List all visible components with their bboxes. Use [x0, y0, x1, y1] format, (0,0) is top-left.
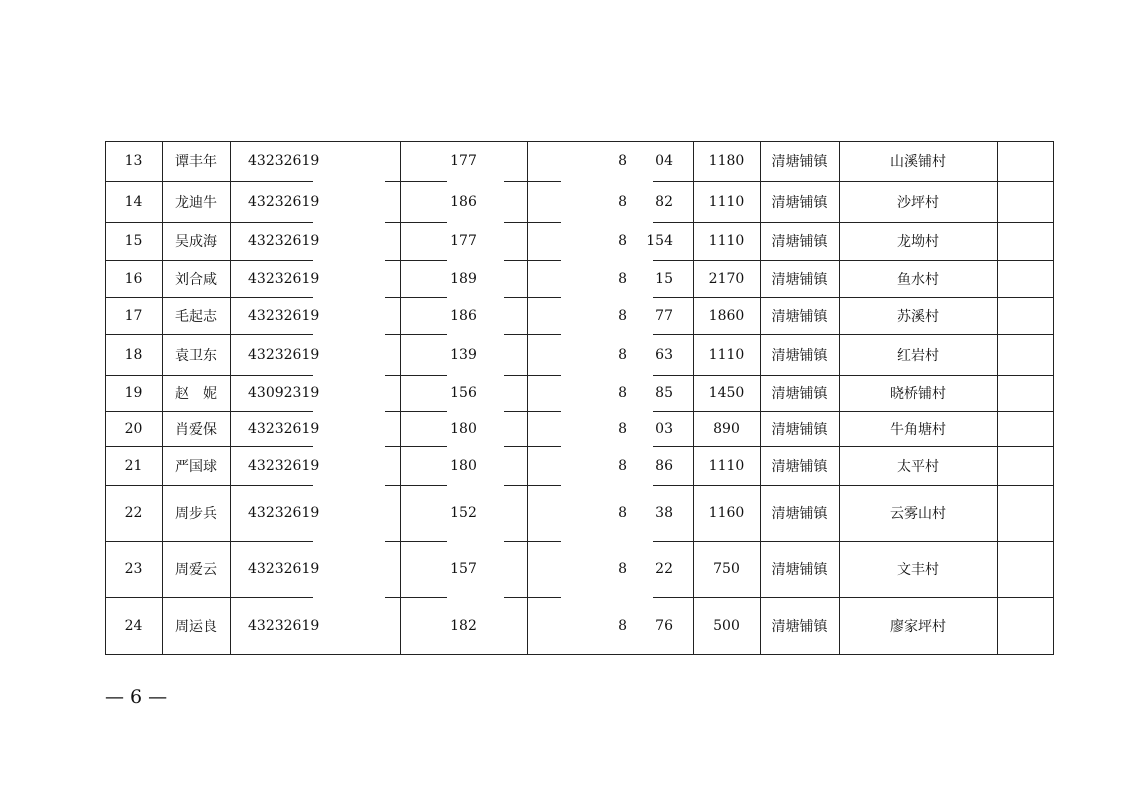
cell-id: 43232619: [248, 420, 320, 437]
cell-a: 177: [450, 153, 477, 169]
cell-name: 龙迪牛: [175, 194, 217, 211]
cell-village: 云雾山村: [890, 506, 946, 522]
cell-b: 8: [618, 346, 627, 363]
cell-no: 14: [124, 193, 143, 210]
cell-d: 1160: [708, 505, 745, 521]
cell-b: 8: [618, 233, 627, 249]
cell-no: 15: [124, 233, 143, 249]
cell-town: 清塘铺镇: [771, 458, 828, 475]
cell-c: 82: [655, 193, 673, 210]
cell-id: 43232619: [248, 617, 320, 634]
cell-no: 18: [124, 346, 143, 363]
cell-c: 85: [655, 385, 673, 401]
cell-name: 周爱云: [175, 562, 217, 578]
cell-b: 8: [618, 385, 627, 401]
cell-no: 21: [124, 457, 143, 474]
cell-c: 154: [646, 233, 673, 249]
cell-a: 186: [450, 307, 477, 324]
cell-b: 8: [618, 193, 627, 210]
cell-d: 1110: [708, 193, 745, 210]
cell-c: 63: [655, 346, 673, 363]
cell-village: 廖家坪村: [890, 618, 946, 635]
cell-id: 43232619: [248, 193, 320, 210]
cell-village: 牛角塘村: [890, 421, 946, 438]
cell-no: 24: [124, 617, 143, 634]
cell-no: 19: [124, 385, 143, 401]
page-number: — 6 —: [105, 686, 168, 708]
cell-d: 1110: [708, 346, 745, 363]
cell-d: 890: [713, 420, 740, 437]
cell-village: 苏溪村: [897, 308, 939, 325]
cell-c: 15: [655, 270, 673, 287]
cell-name: 周运良: [175, 618, 217, 635]
cell-id: 43232619: [248, 233, 320, 249]
cell-village: 沙坪村: [897, 194, 939, 211]
cell-a: 177: [450, 233, 477, 249]
cell-c: 22: [655, 561, 673, 577]
cell-town: 清塘铺镇: [771, 234, 828, 250]
cell-b: 8: [618, 420, 627, 437]
cell-village: 鱼水村: [897, 271, 939, 288]
cell-no: 13: [124, 153, 143, 169]
cell-b: 8: [618, 153, 627, 169]
cell-village: 龙坳村: [897, 234, 939, 250]
column-divider: [997, 141, 998, 654]
cell-village: 文丰村: [897, 562, 939, 578]
cell-no: 20: [124, 420, 143, 437]
cell-d: 1860: [708, 307, 745, 324]
cell-b: 8: [618, 270, 627, 287]
cell-c: 76: [655, 617, 673, 634]
cell-c: 77: [655, 307, 673, 324]
cell-town: 清塘铺镇: [771, 562, 828, 578]
cell-d: 2170: [708, 270, 745, 287]
cell-no: 22: [124, 505, 143, 521]
cell-d: 750: [713, 561, 740, 577]
cell-no: 16: [124, 270, 143, 287]
cell-town: 清塘铺镇: [771, 618, 828, 635]
cell-town: 清塘铺镇: [771, 386, 828, 402]
cell-b: 8: [618, 457, 627, 474]
cell-name: 袁卫东: [175, 347, 217, 364]
cell-d: 1110: [708, 233, 745, 249]
cell-name: 毛起志: [175, 308, 217, 325]
cell-b: 8: [618, 561, 627, 577]
cell-d: 500: [713, 617, 740, 634]
cell-town: 清塘铺镇: [771, 271, 828, 288]
cell-b: 8: [618, 617, 627, 634]
cell-town: 清塘铺镇: [771, 308, 828, 325]
cell-a: 180: [450, 420, 477, 437]
cell-a: 139: [450, 346, 477, 363]
cell-id: 43232619: [248, 270, 320, 287]
cell-village: 太平村: [897, 458, 939, 475]
cell-a: 156: [450, 385, 477, 401]
cell-name: 刘合咸: [175, 271, 217, 288]
cell-town: 清塘铺镇: [771, 194, 828, 211]
cell-village: 红岩村: [897, 347, 939, 364]
cell-id: 43232619: [248, 153, 320, 169]
cell-name: 肖爱保: [175, 421, 217, 438]
cell-a: 157: [450, 561, 477, 577]
cell-id: 43232619: [248, 505, 320, 521]
cell-name: 严国球: [175, 458, 217, 475]
cell-id: 43232619: [248, 346, 320, 363]
cell-id: 43232619: [248, 307, 320, 324]
cell-id: 43232619: [248, 457, 320, 474]
cell-town: 清塘铺镇: [771, 154, 828, 170]
cell-id: 43092319: [248, 385, 320, 401]
cell-town: 清塘铺镇: [771, 421, 828, 438]
cell-town: 清塘铺镇: [771, 506, 828, 522]
cell-village: 山溪铺村: [890, 154, 946, 170]
cell-town: 清塘铺镇: [771, 347, 828, 364]
cell-a: 152: [450, 505, 477, 521]
cell-c: 03: [655, 420, 673, 437]
cell-b: 8: [618, 307, 627, 324]
cell-name: 周步兵: [175, 506, 217, 522]
cell-no: 17: [124, 307, 143, 324]
cell-c: 38: [655, 505, 673, 521]
cell-a: 186: [450, 193, 477, 210]
cell-d: 1450: [708, 385, 745, 401]
cell-c: 04: [655, 153, 673, 169]
cell-d: 1180: [708, 153, 745, 169]
cell-b: 8: [618, 505, 627, 521]
cell-name: 谭丰年: [175, 154, 217, 170]
cell-name: 吴成海: [175, 234, 217, 250]
data-table: [105, 141, 1053, 654]
cell-c: 86: [655, 457, 673, 474]
cell-d: 1110: [708, 457, 745, 474]
cell-id: 43232619: [248, 561, 320, 577]
cell-a: 180: [450, 457, 477, 474]
cell-a: 189: [450, 270, 477, 287]
cell-village: 晓桥铺村: [890, 386, 946, 402]
cell-a: 182: [450, 617, 477, 634]
cell-name: 赵 妮: [175, 386, 217, 402]
cell-no: 23: [124, 561, 143, 577]
